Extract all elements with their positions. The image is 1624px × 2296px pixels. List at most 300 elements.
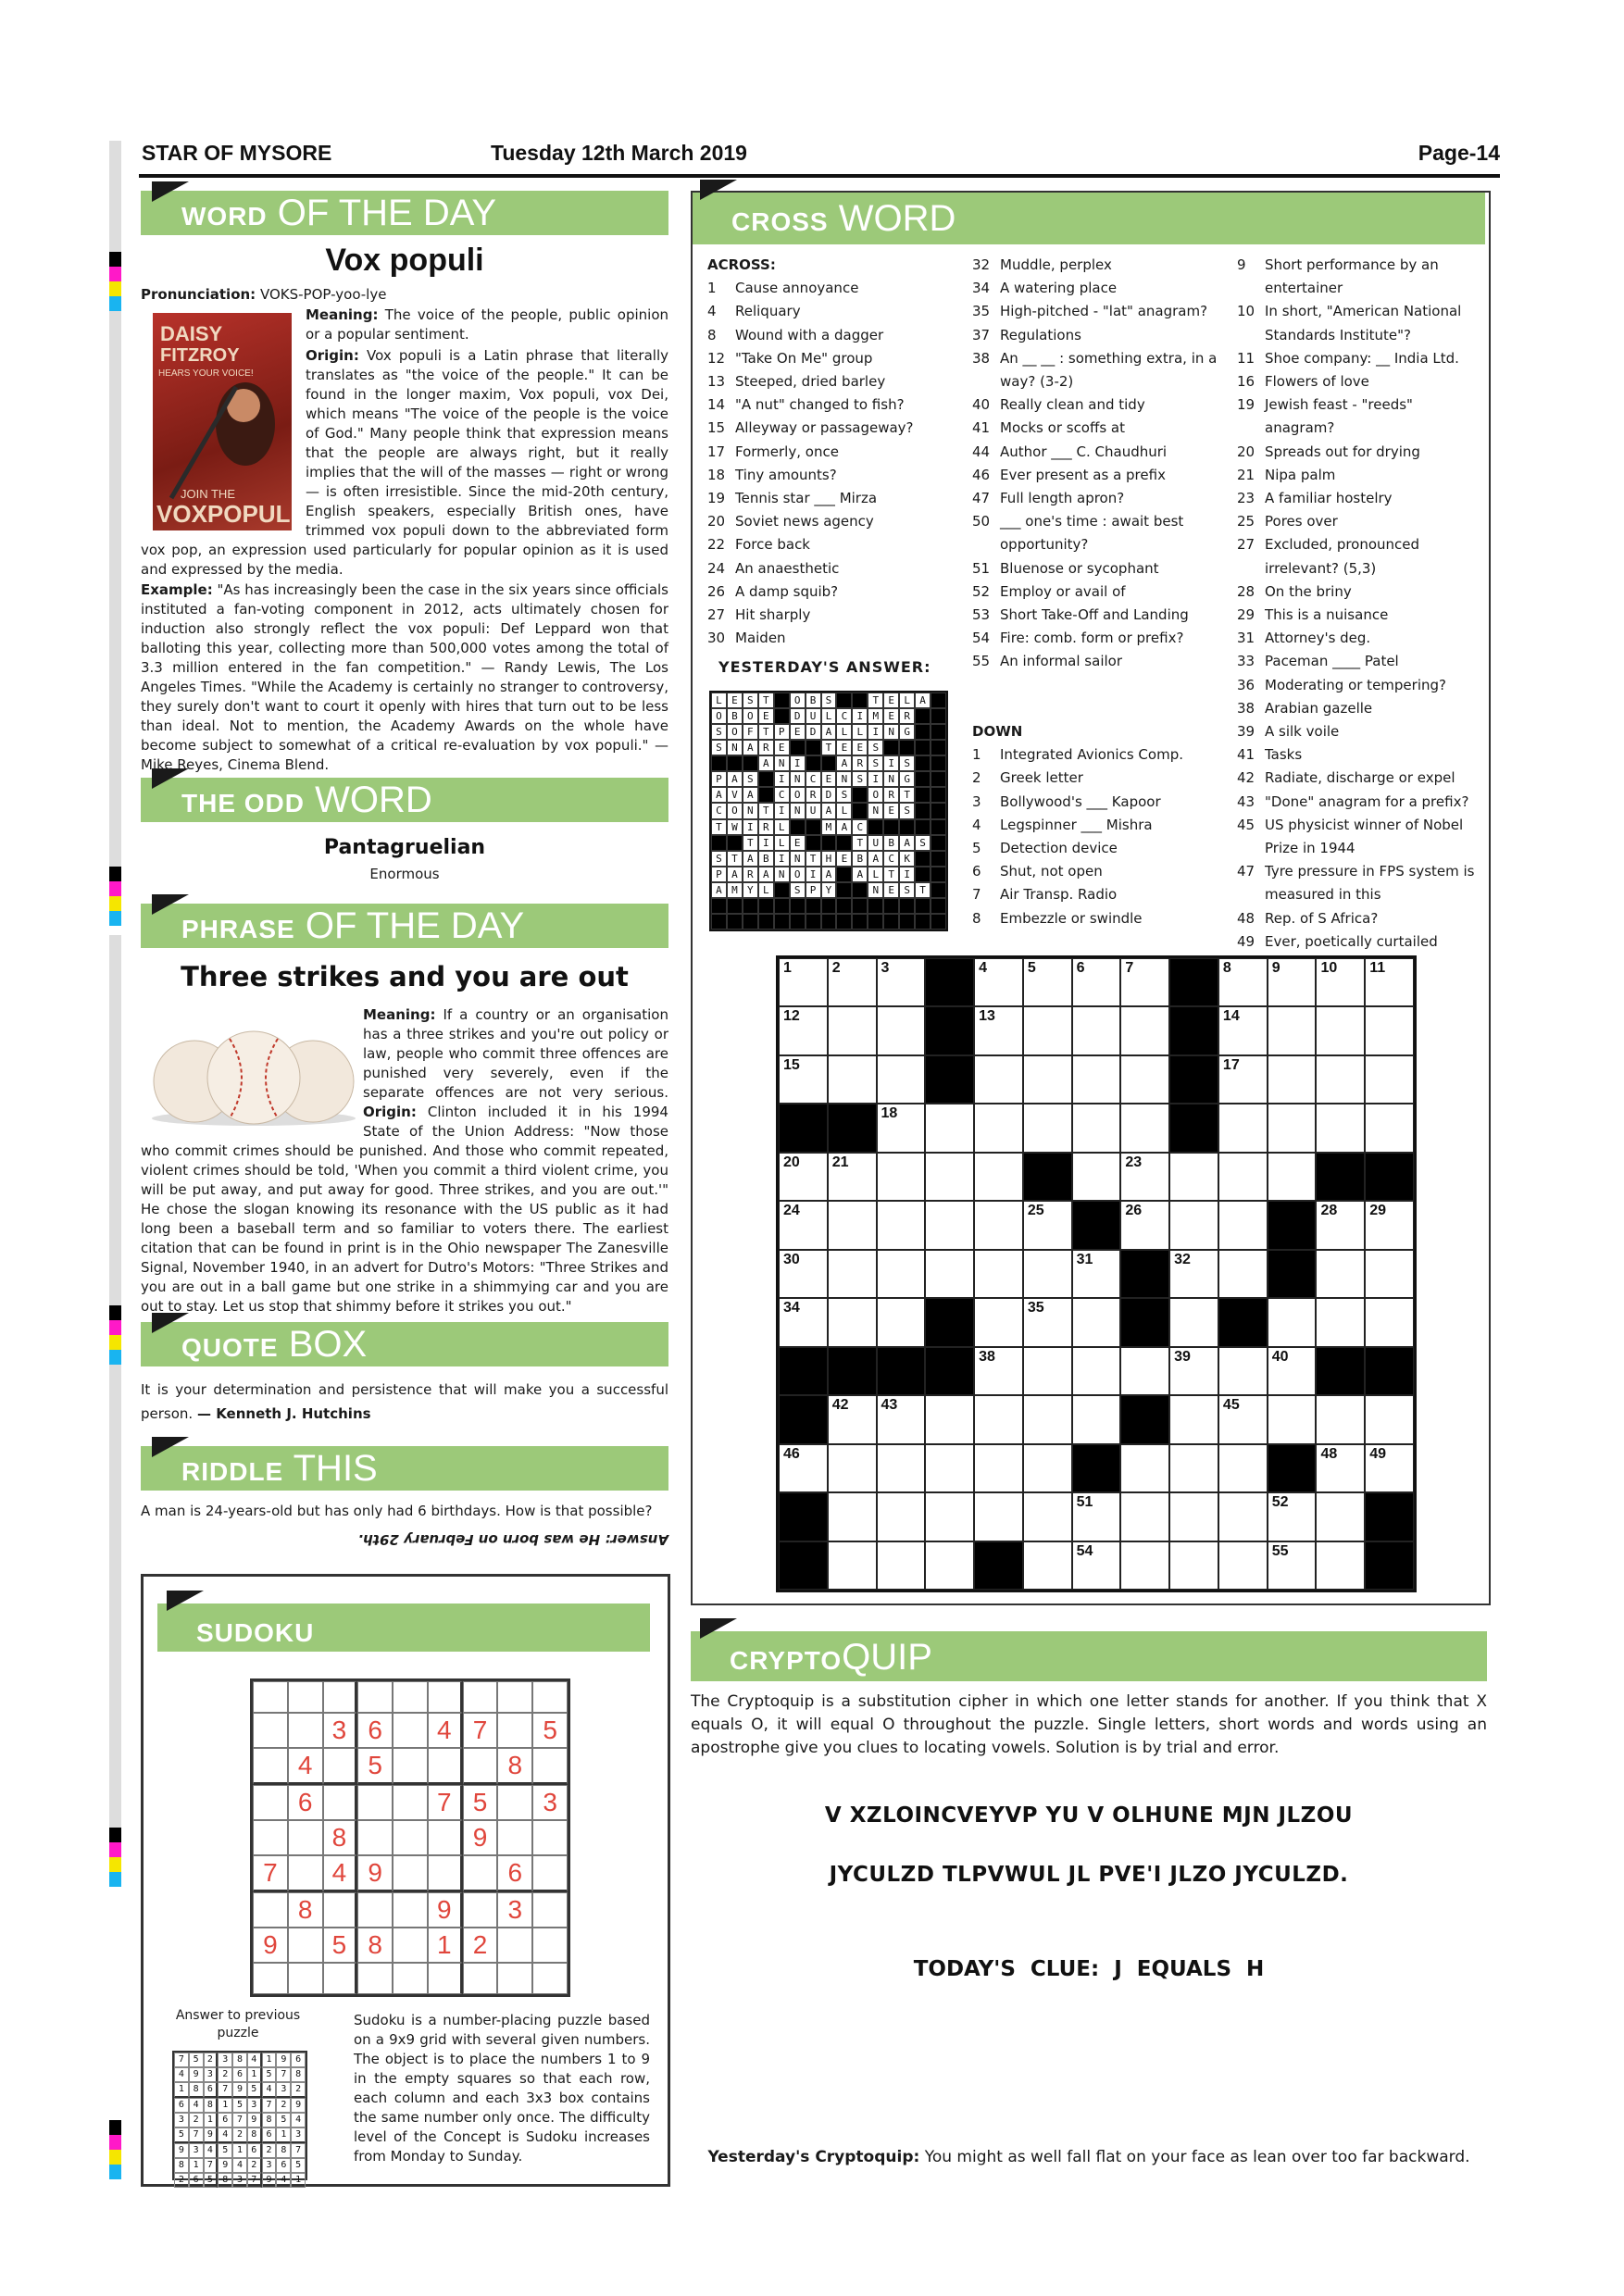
crossword-cell[interactable] (974, 1055, 1023, 1104)
crossword-cell[interactable] (1316, 1006, 1365, 1054)
sudoku-cell[interactable]: 4 (288, 1748, 323, 1785)
crossword-cell[interactable] (877, 1201, 926, 1249)
crossword-cell[interactable] (1169, 1395, 1218, 1443)
clue-text: Air Transp. Radio (1000, 886, 1118, 904)
sudoku-cell[interactable]: 9 (428, 1892, 463, 1928)
odd-word-meaning: Enormous (369, 866, 440, 882)
crossword-cell[interactable] (925, 1250, 974, 1298)
clue-item (1237, 580, 1480, 604)
clue-text: An informal sailor (1000, 653, 1122, 670)
crossword-cell[interactable] (1218, 1201, 1268, 1249)
crossword-cell[interactable] (1218, 1153, 1268, 1201)
crossword-cell[interactable] (828, 1055, 877, 1104)
quote-text: It is your determination and persistence that will make you a successful person. — Kenneth J. Hutchins (141, 1381, 668, 1422)
clue-item (1237, 674, 1480, 697)
answer-cell: D (790, 708, 806, 724)
clue-number: 4 (972, 816, 981, 833)
sudoku-cell[interactable] (532, 1681, 568, 1713)
clue-text: Shut, not open (1000, 863, 1103, 880)
crossword-cell[interactable] (1268, 1347, 1317, 1395)
sudoku-cell[interactable] (532, 1855, 568, 1892)
crossword-cell[interactable] (877, 1006, 926, 1054)
crossword-cell[interactable] (1218, 1395, 1268, 1443)
sudoku-cell[interactable] (288, 1713, 323, 1748)
crossword-cell[interactable] (877, 1444, 926, 1492)
answer-cell: O (743, 708, 758, 724)
crossword-cell[interactable] (1120, 1492, 1169, 1541)
crossword-cell[interactable] (779, 1250, 828, 1298)
sudoku-cell[interactable]: 7 (463, 1713, 498, 1748)
crossword-cell[interactable] (1316, 1492, 1365, 1541)
black-square (711, 898, 727, 914)
crossword-cell[interactable] (925, 1541, 974, 1590)
crossword-cell[interactable] (1218, 1104, 1268, 1152)
sudoku-cell[interactable]: 3 (497, 1892, 532, 1928)
crossword-grid[interactable] (776, 955, 1417, 1592)
crossword-cell[interactable] (1023, 1006, 1072, 1054)
crossword-cell[interactable] (1365, 1395, 1414, 1443)
sudoku-cell[interactable]: 6 (288, 1785, 323, 1820)
cell-number: 43 (881, 1397, 898, 1414)
crossword-cell[interactable] (1316, 1298, 1365, 1346)
sudoku-cell[interactable]: 5 (532, 1713, 568, 1748)
crossword-cell[interactable] (877, 1541, 926, 1590)
yesterday-label: YESTERDAY'S ANSWER: (718, 658, 931, 676)
crossword-cell[interactable] (1023, 1492, 1072, 1541)
clue-number: 27 (707, 606, 726, 624)
black-square (774, 693, 790, 708)
crossword-cell[interactable] (1120, 1104, 1169, 1152)
crossword-cell[interactable] (779, 1201, 828, 1249)
crossword-cell[interactable] (1268, 958, 1317, 1006)
sudoku-cell[interactable] (497, 1785, 532, 1820)
black-square (931, 867, 946, 882)
sudoku-cell[interactable] (288, 1820, 323, 1855)
crossword-cell[interactable] (1316, 958, 1365, 1006)
crossword-cell[interactable] (974, 1298, 1023, 1346)
crossword-cell[interactable] (925, 1444, 974, 1492)
crossword-cell[interactable] (1316, 1444, 1365, 1492)
sudoku-answer-cell: 6 (204, 2082, 219, 2098)
crossword-cell[interactable] (1072, 1347, 1121, 1395)
sudoku-answer-cell: 8 (174, 2158, 189, 2173)
sudoku-cell[interactable] (253, 1713, 288, 1748)
clue-text: Tiny amounts? (735, 466, 837, 483)
clue-text: Tasks (1265, 746, 1303, 764)
sudoku-answer-cell: 1 (276, 2128, 291, 2143)
sudoku-cell[interactable] (497, 1928, 532, 1963)
crossword-cell[interactable] (974, 1347, 1023, 1395)
clue-text: Short performance by an entertainer (1265, 256, 1439, 297)
crossword-cell[interactable] (1023, 1444, 1072, 1492)
sudoku-cell[interactable] (393, 1892, 428, 1928)
sudoku-cell[interactable]: 9 (253, 1928, 288, 1963)
sudoku-cell[interactable] (288, 1963, 323, 1994)
crossword-cell[interactable] (1365, 1006, 1414, 1054)
crossword-cell[interactable] (1120, 1006, 1169, 1054)
answer-cell: R (758, 740, 774, 755)
crossword-cell[interactable] (1365, 1055, 1414, 1104)
clue-number: 55 (972, 653, 991, 670)
crossword-cell[interactable] (1023, 1395, 1072, 1443)
crossword-cell[interactable] (877, 1104, 926, 1152)
cell-number: 29 (1369, 1203, 1387, 1219)
sudoku-cell[interactable] (323, 1785, 358, 1820)
crossword-cell[interactable] (1023, 1104, 1072, 1152)
crossword-cell[interactable] (1218, 1250, 1268, 1298)
crossword-cell[interactable] (1023, 1298, 1072, 1346)
sudoku-cell[interactable]: 9 (463, 1820, 498, 1855)
sudoku-cell[interactable] (463, 1963, 498, 1994)
crossword-cell[interactable] (974, 1444, 1023, 1492)
sudoku-cell[interactable] (463, 1855, 498, 1892)
sudoku-cell[interactable] (253, 1785, 288, 1820)
crossword-cell[interactable] (1169, 1298, 1218, 1346)
sudoku-cell[interactable]: 5 (463, 1785, 498, 1820)
clue-number: 12 (707, 349, 726, 367)
answer-cell: S (868, 740, 883, 755)
answer-cell: A (821, 867, 837, 882)
crossword-cell[interactable] (828, 1006, 877, 1054)
sudoku-cell[interactable] (393, 1928, 428, 1963)
sudoku-cell[interactable] (532, 1892, 568, 1928)
sudoku-cell[interactable]: 8 (323, 1820, 358, 1855)
crossword-cell[interactable] (1120, 1153, 1169, 1201)
answer-cell: E (790, 835, 806, 851)
black-square (931, 740, 946, 755)
crossword-cell[interactable] (1169, 1492, 1218, 1541)
sudoku-cell[interactable]: 2 (463, 1928, 498, 1963)
crossword-cell[interactable] (1169, 1153, 1218, 1201)
crossword-cell[interactable] (1023, 1055, 1072, 1104)
clue-item (1237, 814, 1480, 860)
sudoku-cell[interactable]: 8 (497, 1748, 532, 1785)
answer-cell: E (883, 693, 899, 708)
cell-number: 34 (783, 1300, 800, 1316)
crossword-cell[interactable] (828, 1250, 877, 1298)
crossword-cell[interactable] (828, 958, 877, 1006)
sudoku-cell[interactable] (393, 1820, 428, 1855)
sudoku-cell[interactable]: 9 (357, 1855, 393, 1892)
black-square (1169, 1006, 1218, 1054)
sudoku-cell[interactable] (497, 1963, 532, 1994)
sudoku-cell[interactable]: 5 (357, 1748, 393, 1785)
crossword-cell[interactable] (1316, 1201, 1365, 1249)
sudoku-cell[interactable]: 7 (428, 1785, 463, 1820)
sudoku-cell[interactable]: 3 (323, 1713, 358, 1748)
crossword-cell[interactable] (1023, 1250, 1072, 1298)
crossword-cell[interactable] (779, 1006, 828, 1054)
sudoku-cell[interactable] (323, 1892, 358, 1928)
clue-text: Wound with a dagger (735, 326, 884, 343)
sudoku-cell[interactable] (288, 1928, 323, 1963)
crossword-cell[interactable] (779, 958, 828, 1006)
sudoku-cell[interactable] (253, 1892, 288, 1928)
black-square (1120, 1298, 1169, 1346)
sudoku-cell[interactable] (393, 1785, 428, 1820)
sudoku-cell[interactable] (323, 1963, 358, 1994)
sudoku-answer-cell: 1 (291, 2173, 306, 2188)
sudoku-cell[interactable] (463, 1681, 498, 1713)
clue-number: 22 (707, 536, 726, 554)
sudoku-cell[interactable] (253, 1820, 288, 1855)
crossword-cell[interactable] (1268, 1104, 1317, 1152)
crossword-cell[interactable] (974, 1250, 1023, 1298)
crossword-cell[interactable] (1072, 1395, 1121, 1443)
sudoku-cell[interactable] (393, 1748, 428, 1785)
sudoku-cell[interactable]: 5 (323, 1928, 358, 1963)
crossword-cell[interactable] (1072, 1104, 1121, 1152)
sudoku-cell[interactable] (428, 1681, 463, 1713)
crossword-cell[interactable] (877, 1153, 926, 1201)
crossword-cell[interactable] (974, 1104, 1023, 1152)
crossword-cell[interactable] (974, 1201, 1023, 1249)
crossword-cell[interactable] (1072, 1006, 1121, 1054)
sudoku-answer-cell: 5 (189, 2053, 204, 2067)
sudoku-cell[interactable] (532, 1748, 568, 1785)
sudoku-cell[interactable] (497, 1681, 532, 1713)
black-square (779, 1541, 828, 1590)
sudoku-answer-cell: 6 (247, 2143, 262, 2158)
clue-text: Pores over (1265, 513, 1338, 530)
sudoku-cell[interactable]: 1 (428, 1928, 463, 1963)
crossword-cell[interactable] (1316, 1055, 1365, 1104)
answer-cell: I (806, 867, 821, 882)
clue-text: Detection device (1000, 840, 1118, 857)
black-square (931, 787, 946, 803)
sudoku-cell[interactable] (357, 1820, 393, 1855)
sudoku-cell[interactable] (357, 1785, 393, 1820)
sudoku-cell[interactable] (288, 1855, 323, 1892)
crossword-cell[interactable] (828, 1541, 877, 1590)
sudoku-cell[interactable] (393, 1681, 428, 1713)
sudoku-cell[interactable] (428, 1855, 463, 1892)
crossword-cell[interactable] (877, 958, 926, 1006)
crossword-cell[interactable] (1218, 1055, 1268, 1104)
sudoku-cell[interactable] (323, 1681, 358, 1713)
crossword-cell[interactable] (925, 1201, 974, 1249)
sudoku-cell[interactable] (428, 1963, 463, 1994)
crossword-cell[interactable] (877, 1055, 926, 1104)
crossword-cell[interactable] (974, 1006, 1023, 1054)
crossword-cell[interactable] (1072, 1541, 1121, 1590)
crossword-cell[interactable] (1218, 958, 1268, 1006)
crossword-cell[interactable] (828, 1492, 877, 1541)
crossword-cell[interactable] (1072, 958, 1121, 1006)
crossword-cell[interactable] (1072, 1055, 1121, 1104)
crossword-cell[interactable] (925, 1153, 974, 1201)
black-square (1169, 958, 1218, 1006)
clue-item (1237, 907, 1480, 930)
clue-item (972, 464, 1222, 487)
clue-item (707, 347, 957, 370)
crossword-cell[interactable] (1268, 1055, 1317, 1104)
crossword-cell[interactable] (828, 1201, 877, 1249)
crossword-cell[interactable] (1120, 1541, 1169, 1590)
crossword-cell[interactable] (828, 1444, 877, 1492)
sudoku-cell[interactable]: 8 (288, 1892, 323, 1928)
crossword-cell[interactable] (1023, 1347, 1072, 1395)
crossword-cell[interactable] (1365, 1250, 1414, 1298)
crossword-cell[interactable] (828, 1395, 877, 1443)
sudoku-answer-cell: 4 (204, 2143, 219, 2158)
crossword-cell[interactable] (974, 1395, 1023, 1443)
sudoku-cell[interactable]: 8 (357, 1928, 393, 1963)
crossword-cell[interactable] (1169, 1201, 1218, 1249)
crossword-cell[interactable] (1268, 1492, 1317, 1541)
crossword-cell[interactable] (1218, 1006, 1268, 1054)
crossword-cell[interactable] (877, 1492, 926, 1541)
crossword-cell[interactable] (1023, 958, 1072, 1006)
crossword-cell[interactable] (1169, 1250, 1218, 1298)
sudoku-cell[interactable] (532, 1820, 568, 1855)
crossword-cell[interactable] (1072, 1298, 1121, 1346)
sudoku-cell[interactable] (253, 1681, 288, 1713)
crossword-cell[interactable] (1218, 1347, 1268, 1395)
sudoku-cell[interactable] (497, 1713, 532, 1748)
crossword-cell[interactable] (1365, 1298, 1414, 1346)
sudoku-cell[interactable] (288, 1681, 323, 1713)
answer-cell: L (899, 693, 915, 708)
crossword-cell[interactable] (1169, 1444, 1218, 1492)
sudoku-cell[interactable]: 6 (357, 1713, 393, 1748)
crossword-cell[interactable] (779, 1444, 828, 1492)
crossword-cell[interactable] (1365, 958, 1414, 1006)
black-square (758, 898, 774, 914)
sudoku-cell[interactable] (253, 1748, 288, 1785)
crossword-cell[interactable] (974, 958, 1023, 1006)
crossword-cell[interactable] (1316, 1541, 1365, 1590)
sudoku-cell[interactable] (463, 1892, 498, 1928)
crossword-cell[interactable] (1120, 1055, 1169, 1104)
svg-text:JOIN THE: JOIN THE (181, 487, 235, 501)
sudoku-cell[interactable] (497, 1820, 532, 1855)
crossword-cell[interactable] (1023, 1201, 1072, 1249)
crossword-cell[interactable] (828, 1298, 877, 1346)
sudoku-cell[interactable] (357, 1681, 393, 1713)
clue-text: Excluded, pronounced irrelevant? (5,3) (1265, 536, 1420, 577)
sudoku-cell[interactable] (532, 1928, 568, 1963)
sudoku-answer-cell: 2 (218, 2067, 232, 2082)
clue-text: Nipa palm (1265, 466, 1336, 483)
sudoku-cell[interactable] (357, 1892, 393, 1928)
clue-item (707, 580, 957, 604)
sudoku-answer-cell: 8 (189, 2082, 204, 2098)
clue-number: 23 (1237, 490, 1255, 507)
odd-word: Pantagruelian (323, 836, 486, 859)
sudoku-cell[interactable] (323, 1748, 358, 1785)
crossword-cell[interactable] (1023, 1541, 1072, 1590)
crossword-cell[interactable] (1072, 1250, 1121, 1298)
crossword-cell[interactable] (1169, 1541, 1218, 1590)
sudoku-answer-cell: 1 (189, 2158, 204, 2173)
crossword-cell[interactable] (779, 1153, 828, 1201)
sudoku-cell[interactable] (532, 1963, 568, 1994)
sudoku-grid[interactable] (250, 1678, 570, 1997)
crossword-cell[interactable] (1365, 1104, 1414, 1152)
sudoku-cell[interactable] (463, 1748, 498, 1785)
crossword-cell[interactable] (1316, 1395, 1365, 1443)
clue-item (707, 393, 957, 417)
crossword-cell[interactable] (1218, 1444, 1268, 1492)
crossword-cell[interactable] (1218, 1492, 1268, 1541)
page-header (139, 139, 1500, 178)
sudoku-cell[interactable] (428, 1748, 463, 1785)
crossword-cell[interactable] (779, 1298, 828, 1346)
crossword-cell[interactable] (1268, 1006, 1317, 1054)
crossword-cell[interactable] (1120, 1347, 1169, 1395)
sudoku-answer-cell: 2 (262, 2143, 277, 2158)
sudoku-answer-cell: 2 (174, 2173, 189, 2188)
clue-item (707, 464, 957, 487)
crossword-cell[interactable] (925, 1492, 974, 1541)
crossword-cell[interactable] (1268, 1395, 1317, 1443)
sudoku-cell[interactable]: 7 (253, 1855, 288, 1892)
sudoku-cell[interactable] (428, 1820, 463, 1855)
crossword-cell[interactable] (974, 1492, 1023, 1541)
sudoku-cell[interactable]: 6 (497, 1855, 532, 1892)
sudoku-cell[interactable]: 4 (428, 1713, 463, 1748)
crossword-cell[interactable] (1268, 1298, 1317, 1346)
black-square (779, 1395, 828, 1443)
crossword-cell[interactable] (877, 1395, 926, 1443)
answer-cell: U (806, 708, 821, 724)
crossword-cell[interactable] (925, 1104, 974, 1152)
clue-item (1237, 300, 1480, 346)
cell-number: 3 (881, 960, 890, 976)
cell-number: 31 (1076, 1251, 1093, 1267)
sudoku-cell[interactable] (393, 1855, 428, 1892)
crossword-cell[interactable] (1072, 1492, 1121, 1541)
crossword-cell[interactable] (1120, 1444, 1169, 1492)
sudoku-answer-cell: 9 (247, 2113, 262, 2128)
black-square (1023, 1153, 1072, 1201)
sudoku-cell[interactable] (393, 1963, 428, 1994)
sudoku-cell[interactable] (253, 1963, 288, 1994)
clue-item (972, 814, 1222, 837)
black-square (915, 867, 931, 882)
crossword-cell[interactable] (828, 1153, 877, 1201)
crossword-cell[interactable] (1268, 1153, 1317, 1201)
black-square (836, 914, 852, 930)
crossword-cell[interactable] (1316, 1104, 1365, 1152)
crossword-cell[interactable] (1120, 958, 1169, 1006)
crossword-cell[interactable] (925, 1395, 974, 1443)
crossword-cell[interactable] (877, 1250, 926, 1298)
sudoku-cell[interactable] (357, 1963, 393, 1994)
crossword-cell[interactable] (877, 1298, 926, 1346)
clue-number: 19 (707, 490, 726, 507)
answer-cell: U (868, 835, 883, 851)
crossword-cell[interactable] (1365, 1201, 1414, 1249)
sudoku-cell[interactable] (393, 1713, 428, 1748)
crossword-cell[interactable] (1365, 1444, 1414, 1492)
crossword-cell[interactable] (779, 1055, 828, 1104)
sudoku-cell[interactable]: 3 (532, 1785, 568, 1820)
answer-cell: T (915, 882, 931, 898)
black-square (974, 1541, 1023, 1590)
answer-cell: T (883, 867, 899, 882)
crossword-cell[interactable] (1268, 1541, 1317, 1590)
crossword-cell[interactable] (1120, 1201, 1169, 1249)
crossword-cell[interactable] (1218, 1541, 1268, 1590)
sudoku-cell[interactable]: 4 (323, 1855, 358, 1892)
crossword-cell[interactable] (1169, 1347, 1218, 1395)
crossword-cell[interactable] (1072, 1153, 1121, 1201)
answer-cell: S (899, 755, 915, 771)
crossword-cell[interactable] (1316, 1250, 1365, 1298)
crossword-cell[interactable] (974, 1153, 1023, 1201)
